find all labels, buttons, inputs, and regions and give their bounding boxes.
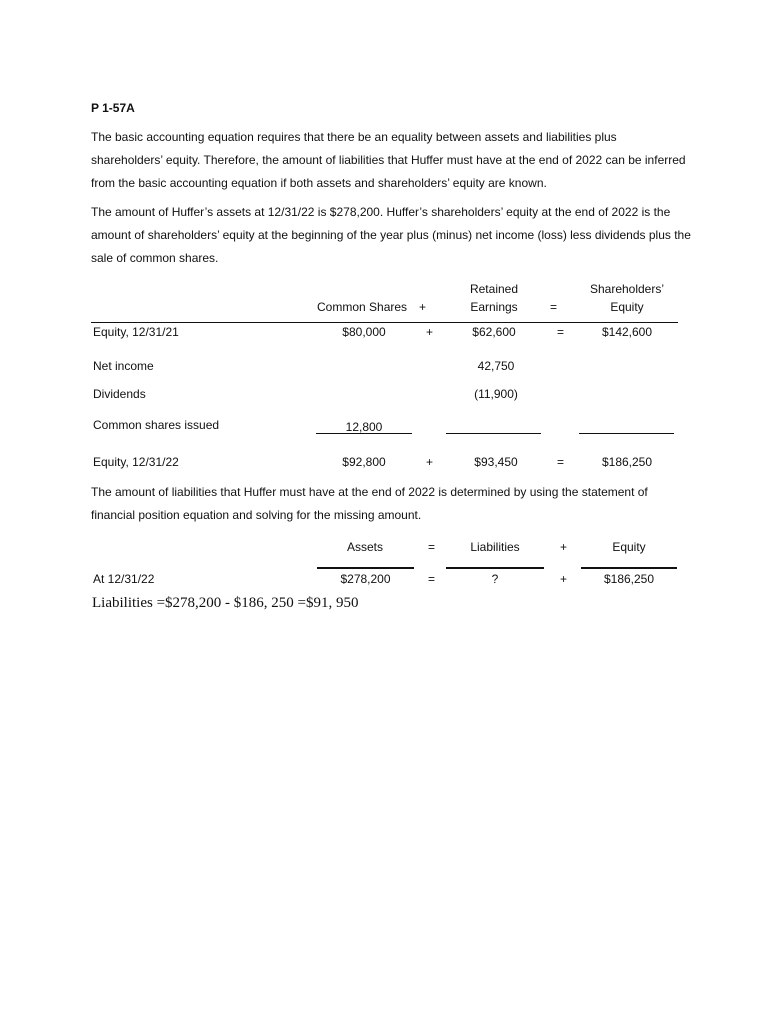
- equity-rule: [581, 567, 677, 569]
- header-retained-line1: Retained: [469, 282, 519, 296]
- row-label: Equity, 12/31/22: [93, 455, 179, 469]
- intro-paragraph: The basic accounting equation requires that there be an equality between assets and liabilities plus shareholders’ equity. Therefore, the amount of liabilities that Huffer must have at the end of 2022 can be inferred from the basic accounting equation if both assets and shareholders’ equity are known.: [91, 130, 686, 190]
- row-op-equals: =: [557, 325, 565, 339]
- header-plus: +: [560, 540, 568, 554]
- header-retained-line2: Earnings: [470, 300, 518, 314]
- assets-rule: [317, 567, 414, 569]
- row-plus: +: [560, 572, 568, 586]
- liabilities-rule: [446, 567, 544, 569]
- row-label: Dividends: [93, 387, 146, 401]
- row-retained: (11,900): [474, 387, 518, 401]
- header-plus: +: [419, 300, 427, 314]
- row-liabilities: ?: [491, 572, 499, 586]
- row-retained: 42,750: [477, 359, 515, 373]
- row-label: Net income: [93, 359, 154, 373]
- row-common-shares: $92,800: [342, 455, 386, 469]
- header-equity: Equity: [612, 540, 646, 554]
- row-label: Common shares issued: [93, 418, 220, 432]
- subtotal-rule-retained: [446, 433, 541, 434]
- header-rule: [91, 322, 678, 323]
- subtotal-rule-equity: [579, 433, 674, 434]
- row-common-shares: 12,800: [345, 420, 383, 434]
- row-op-plus: +: [426, 455, 434, 469]
- header-equity-line2: Equity: [610, 300, 644, 314]
- liabilities-formula: Liabilities =$278,200 - $186, 250 =$91, 950: [92, 595, 359, 611]
- row-op-equals: =: [557, 455, 565, 469]
- row-assets: $278,200: [340, 572, 391, 586]
- row-common-shares: $80,000: [342, 325, 386, 339]
- row-op-plus: +: [426, 325, 434, 339]
- header-equals: =: [428, 540, 436, 554]
- header-liabilities: Liabilities: [470, 540, 520, 554]
- row-equity: $142,600: [601, 325, 653, 339]
- row-equity: $186,250: [601, 455, 653, 469]
- header-equals: =: [550, 300, 558, 314]
- header-common-shares: Common Shares: [317, 300, 408, 314]
- row-equity: $186,250: [603, 572, 655, 586]
- row-retained: $62,600: [472, 325, 516, 339]
- row-label: At 12/31/22: [93, 572, 155, 586]
- row-equals: =: [428, 572, 436, 586]
- assets-paragraph: The amount of Huffer’s assets at 12/31/22 is $278,200. Huffer’s shareholders’ equity at the end of 2022 is the amount of shareholders’ equity at the beginning of the year plus (minus) net income (loss) less dividends plus the sale of common shares.: [91, 205, 691, 265]
- header-equity-line1: Shareholders’: [589, 282, 665, 296]
- liabilities-paragraph: The amount of liabilities that Huffer must have at the end of 2022 is determined by using the statement of financial position equation and solving for the missing amount.: [91, 485, 648, 522]
- problem-title: P 1-57A: [91, 101, 135, 115]
- header-assets: Assets: [346, 540, 383, 554]
- row-retained: $93,450: [474, 455, 518, 469]
- subtotal-rule-common: [316, 433, 412, 434]
- row-label: Equity, 12/31/21: [93, 325, 179, 339]
